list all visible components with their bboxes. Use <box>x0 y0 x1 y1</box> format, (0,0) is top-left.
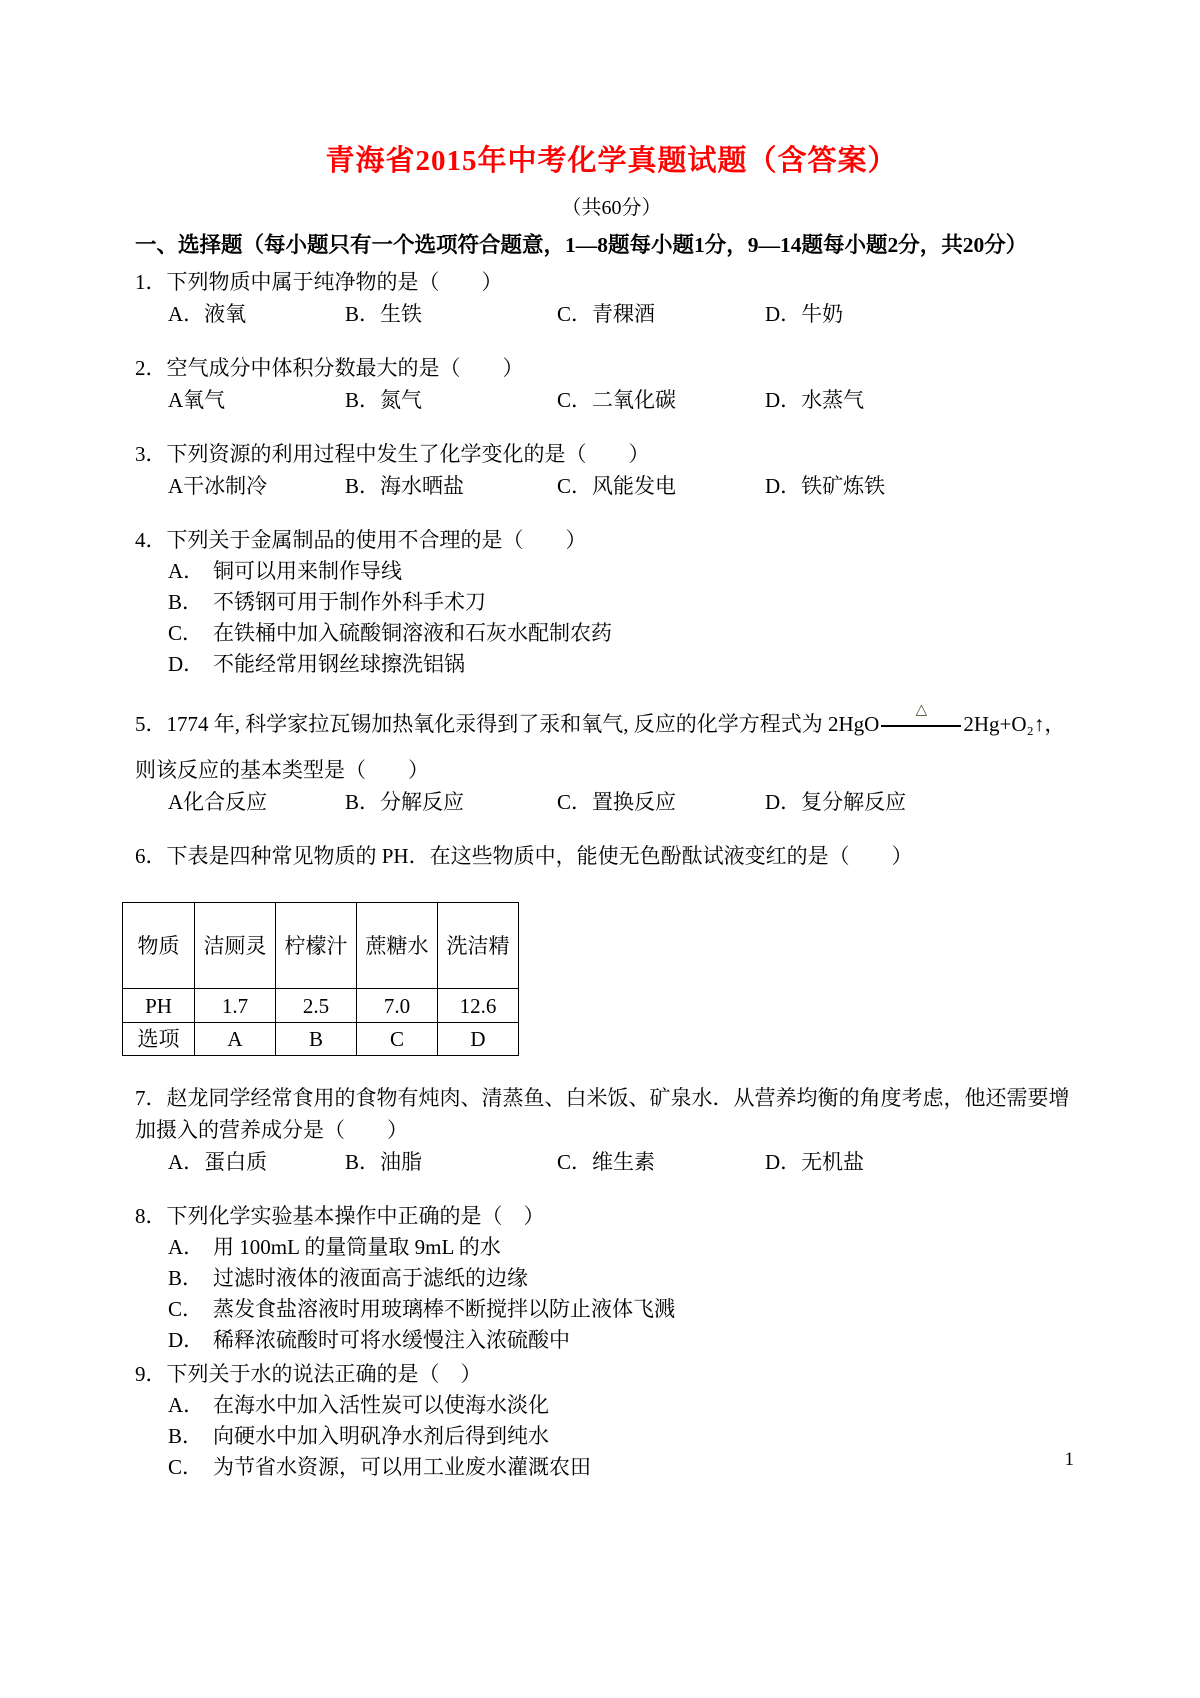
question-9 <box>135 1358 1088 1483</box>
option-b: B．氮气 <box>345 388 423 412</box>
question-2 <box>135 352 1088 416</box>
option-label: C． <box>168 1455 204 1479</box>
option-d: D．水蒸气 <box>765 388 865 412</box>
question-4-option-d <box>168 649 1088 680</box>
option-label: D． <box>168 652 205 676</box>
question-1-options <box>168 298 1088 330</box>
question-1-stem: 1．下列物质中属于纯净物的是（ ） <box>135 270 503 294</box>
table-cell: 蔗糖水 <box>357 903 438 989</box>
option-a: A．蛋白质 <box>168 1150 268 1174</box>
question-8-option-b <box>168 1263 1088 1294</box>
table-cell: 洁厕灵 <box>195 903 276 989</box>
question-8 <box>135 1200 1088 1356</box>
table-cell: 柠檬汁 <box>276 903 357 989</box>
question-9-option-b <box>168 1421 1088 1452</box>
table-row-option <box>123 1023 519 1056</box>
question-4-option-b <box>168 587 1088 618</box>
total-score-subtitle: （共60分） <box>561 197 662 219</box>
option-c: C．维生素 <box>557 1150 656 1174</box>
question-8-option-a <box>168 1232 1088 1263</box>
table-row-ph <box>123 989 519 1023</box>
option-label: A． <box>168 1235 205 1259</box>
option-text: 为节省水资源，可以用工业废水灌溉农田 <box>213 1455 591 1479</box>
option-d: D．牛奶 <box>765 302 844 326</box>
option-a: A干冰制冷 <box>168 474 268 498</box>
option-b: B．油脂 <box>345 1150 423 1174</box>
option-label: C． <box>168 621 204 645</box>
question-1 <box>135 266 1088 330</box>
question-4 <box>135 524 1088 680</box>
table-cell: 12.6 <box>438 989 519 1023</box>
option-d: D．复分解反应 <box>765 790 907 814</box>
ph-values-table <box>122 902 519 1056</box>
table-cell: A <box>195 1023 276 1056</box>
option-text: 过滤时液体的液面高于滤纸的边缘 <box>213 1266 528 1290</box>
option-a: A．液氧 <box>168 302 247 326</box>
reaction-condition-line <box>881 702 961 727</box>
option-d: D．铁矿炼铁 <box>765 474 886 498</box>
option-label: B． <box>168 1266 204 1290</box>
table-cell: 洗洁精 <box>438 903 519 989</box>
option-text: 不能经常用钢丝球擦洗铝锅 <box>213 652 465 676</box>
question-5 <box>135 702 1088 818</box>
question-9-stem: 9．下列关于水的说法正确的是（ ） <box>135 1362 482 1386</box>
question-7-options <box>168 1146 1088 1178</box>
option-c: C．风能发电 <box>557 474 677 498</box>
option-text: 不锈钢可用于制作外科手术刀 <box>213 590 486 614</box>
option-b: B．分解反应 <box>345 790 465 814</box>
question-9-option-a <box>168 1390 1088 1421</box>
stem-text-after-equation: 2Hg+O₂↑， <box>963 712 1066 736</box>
option-label: A． <box>168 559 205 583</box>
page-number: 1 <box>1064 1449 1074 1470</box>
question-3-options <box>168 470 1088 502</box>
question-6-stem: 6．下表是四种常见物质的 PH．在这些物质中，能使无色酚酞试液变红的是（ ） <box>135 844 913 868</box>
option-label: B． <box>168 1424 204 1448</box>
question-2-options <box>168 384 1088 416</box>
option-b: B．海水晒盐 <box>345 474 465 498</box>
table-cell: 物质 <box>123 903 195 989</box>
page-title: 青海省2015年中考化学真题试题（含答案） <box>325 145 898 177</box>
question-7 <box>135 1082 1088 1178</box>
option-text: 稀释浓硫酸时可将水缓慢注入浓硫酸中 <box>213 1328 570 1352</box>
option-c: C．二氧化碳 <box>557 388 677 412</box>
option-text: 用 100mL 的量筒量取 9mL 的水 <box>213 1235 501 1259</box>
question-5-options <box>168 786 1088 818</box>
table-cell: 7.0 <box>357 989 438 1023</box>
option-d: D．无机盐 <box>765 1150 865 1174</box>
question-3 <box>135 438 1088 502</box>
table-cell: D <box>438 1023 519 1056</box>
question-3-stem: 3．下列资源的利用过程中发生了化学变化的是（ ） <box>135 442 650 466</box>
option-b: B．生铁 <box>345 302 423 326</box>
table-cell: C <box>357 1023 438 1056</box>
question-5-stem <box>135 702 1088 746</box>
question-8-option-c <box>168 1294 1088 1325</box>
option-text: 在海水中加入活性炭可以使海水淡化 <box>213 1393 549 1417</box>
option-c: C．青稞酒 <box>557 302 656 326</box>
question-8-option-d <box>168 1325 1088 1356</box>
question-8-stem: 8．下列化学实验基本操作中正确的是（ ） <box>135 1204 545 1228</box>
question-5-stem-line2: 则该反应的基本类型是（ ） <box>135 758 429 782</box>
option-label: D． <box>168 1328 205 1352</box>
question-4-option-c <box>168 618 1088 649</box>
question-9-option-c <box>168 1452 1088 1483</box>
question-6 <box>135 840 1088 1056</box>
option-label: B． <box>168 590 204 614</box>
option-text: 向硬水中加入明矾净水剂后得到纯水 <box>213 1424 549 1448</box>
option-text: 铜可以用来制作导线 <box>213 559 402 583</box>
option-a: A氧气 <box>168 388 226 412</box>
question-4-stem: 4．下列关于金属制品的使用不合理的是（ ） <box>135 528 587 552</box>
table-cell: 1.7 <box>195 989 276 1023</box>
option-c: C．置换反应 <box>557 790 677 814</box>
question-2-stem: 2．空气成分中体积分数最大的是（ ） <box>135 356 524 380</box>
option-label: C． <box>168 1297 204 1321</box>
option-label: A． <box>168 1393 205 1417</box>
question-7-stem: 7．赵龙同学经常食用的食物有炖肉、清蒸鱼、白米饭、矿泉水．从营养均衡的角度考虑，他还需要增加摄入的营养成分是（ ） <box>135 1086 1070 1142</box>
option-a: A化合反应 <box>168 790 268 814</box>
table-cell: B <box>276 1023 357 1056</box>
option-text: 在铁桶中加入硫酸铜溶液和石灰水配制农药 <box>213 621 612 645</box>
table-cell: 选项 <box>123 1023 195 1056</box>
table-row-substance <box>123 903 519 989</box>
delta-heat-icon: △ <box>915 702 928 719</box>
stem-text-before-equation: 5．1774 年, 科学家拉瓦锡加热氧化汞得到了汞和氧气, 反应的化学方程式为 2HgO <box>135 712 880 736</box>
option-text: 蒸发食盐溶液时用玻璃棒不断搅拌以防止液体飞溅 <box>213 1297 675 1321</box>
question-4-option-a <box>168 556 1088 587</box>
table-cell: 2.5 <box>276 989 357 1023</box>
section-one-header: 一、选择题（每小题只有一个选项符合题意，1—8题每小题1分，9—14题每小题2分，共20分） <box>135 233 1028 257</box>
table-cell: PH <box>123 989 195 1023</box>
